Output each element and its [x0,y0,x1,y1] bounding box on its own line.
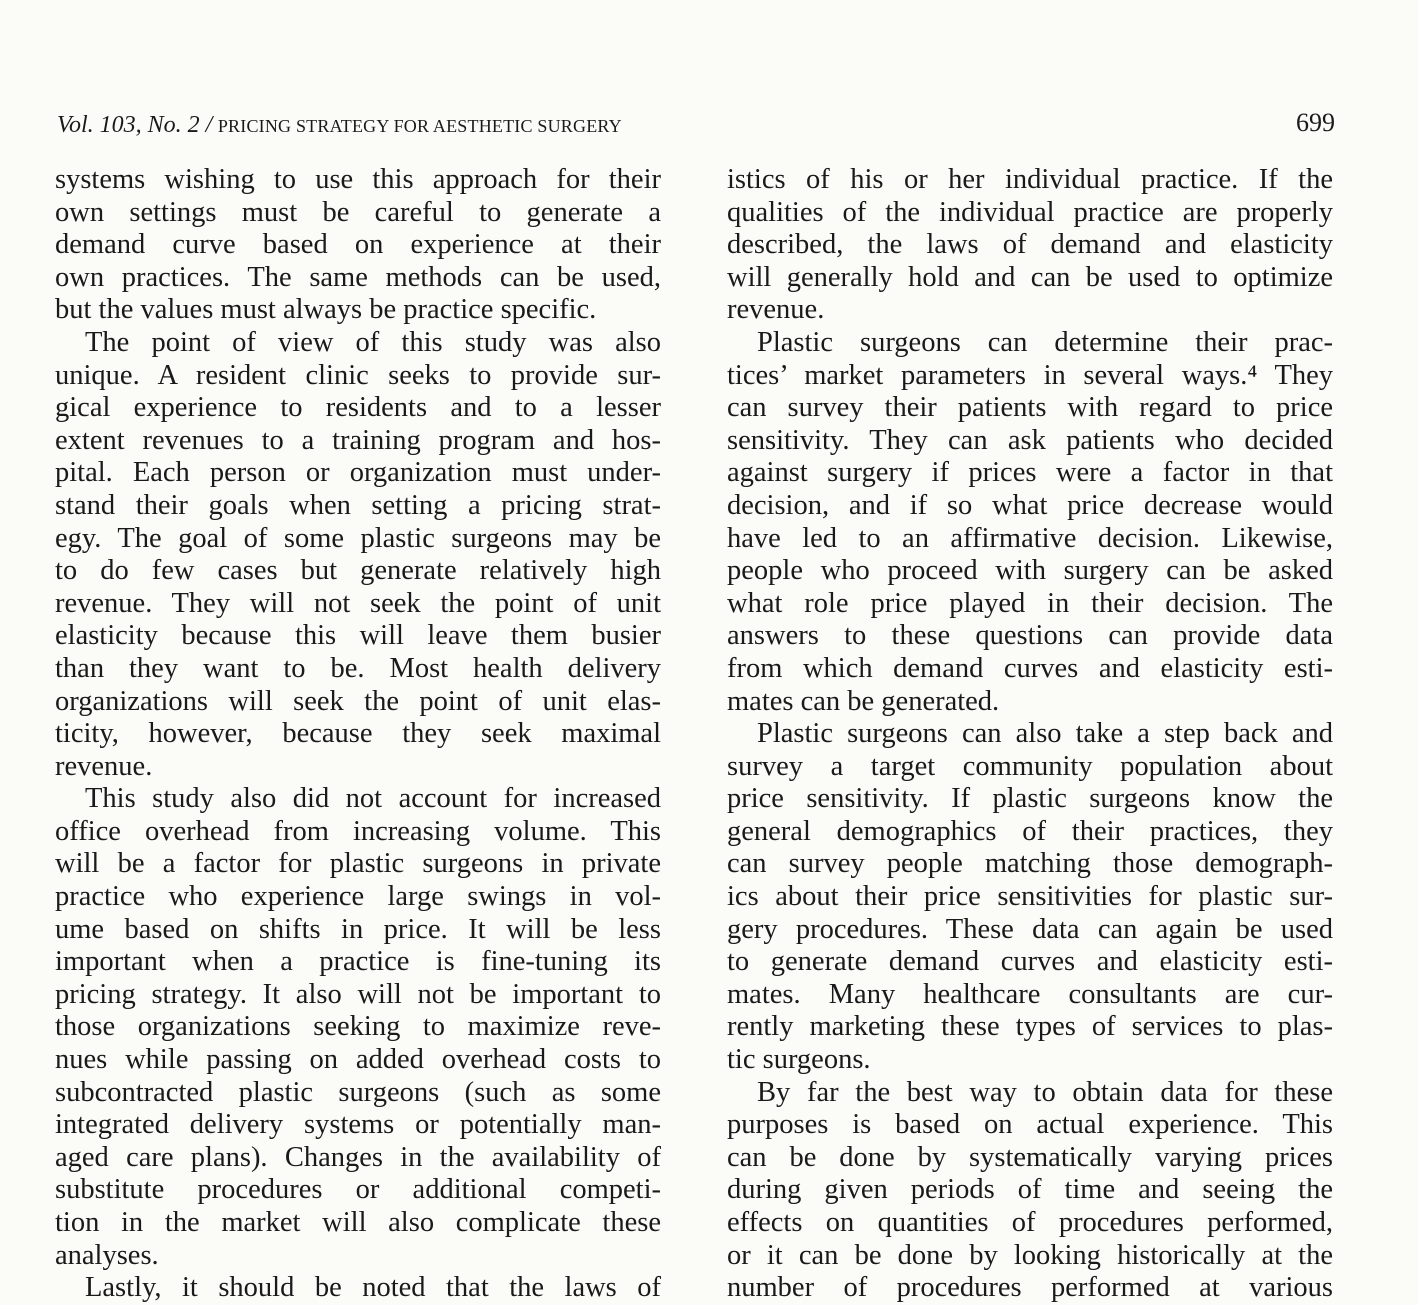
text-line: systems wishing to use this approach for their [55,164,661,195]
running-head-left [57,112,622,139]
text-line: nues while passing on added overhead costs to [55,1044,661,1076]
text-line: unique. A resident clinic seeks to provide sur- [55,359,661,391]
text-line: or it can be done by looking historically at the [727,1239,1333,1271]
text-line: against surgery if prices were a factor in that [727,457,1333,489]
paragraph [727,718,1333,1077]
text-line: important when a practice is fine-tuning its [55,946,661,978]
running-head [57,108,1335,144]
text-line: effects on quantities of procedures performed, [727,1207,1333,1238]
text-line: from which demand curves and elasticity esti- [727,652,1333,684]
text-line: mates can be generated. [727,685,1000,717]
text-line: extent revenues to a training program and hos- [55,424,661,456]
text-line: sensitivity. They can ask patients who decided [727,424,1333,456]
text-line: Plastic surgeons can also take a step back and [757,718,1333,750]
text-line: tic surgeons. [727,1044,871,1076]
text-line: revenue. They will not seek the point of unit [55,587,661,619]
text-line: people who proceed with surgery can be asked [727,555,1333,587]
text-line: survey a target community population about [727,750,1333,782]
text-line: pricing strategy. It also will not be important to [55,978,661,1010]
text-line: price sensitivity. If plastic surgeons know the [727,783,1333,815]
text-line: gery procedures. These data can again be used [727,913,1333,945]
paragraph [727,164,1333,327]
text-line: own settings must be careful to generate a [55,196,661,228]
text-line: to do few cases but generate relatively high [55,555,661,587]
text-line: what role price played in their decision. The [727,587,1333,619]
text-line: can be done by systematically varying prices [727,1141,1333,1173]
running-title: PRICING STRATEGY FOR AESTHETIC SURGERY [217,116,622,136]
text-line: qualities of the individual practice are properly [727,196,1333,228]
text-line: practice who experience large swings in vol- [55,881,661,913]
text-line: Plastic surgeons can determine their prac- [757,326,1333,358]
text-line: organizations will seek the point of unit elas- [55,685,661,717]
journal-volume: Vol. 103, No. 2 / [57,112,213,138]
text-line: rently marketing these types of services to plas- [727,1011,1333,1043]
text-line: substitute procedures or additional competi- [55,1174,661,1206]
text-line: analyses. [55,1239,159,1271]
text-line: ics about their price sensitivities for plastic sur- [727,881,1333,913]
text-line: own practices. The same methods can be used, [55,261,661,293]
text-line: integrated delivery systems or potentially man- [55,1109,661,1141]
text-line: This study also did not account for increased [85,783,661,815]
text-line: have led to an affirmative decision. Likewise, [727,522,1333,554]
paragraph [727,1077,1333,1305]
text-line: answers to these questions can provide data [727,620,1333,652]
text-line: purposes is based on actual experience. This [727,1109,1333,1141]
text-line: general demographics of their practices, they [727,815,1333,847]
text-line: The point of view of this study was also [85,326,661,358]
paragraph [727,327,1333,718]
text-line: istics of his or her individual practice. If the [727,164,1333,195]
right-column [727,164,1333,1305]
text-line: will generally hold and can be used to optimize [727,261,1333,293]
text-line: revenue. [55,750,153,782]
text-line: described, the laws of demand and elasticity [727,229,1333,261]
text-line: subcontracted plastic surgeons (such as some [55,1076,661,1108]
text-line: tices’ market parameters in several ways.⁴ They [727,359,1333,391]
paragraph [55,1272,661,1305]
text-line: than they want to be. Most health delivery [55,652,661,684]
paragraph [55,327,661,783]
paragraph [55,164,661,327]
text-line: those organizations seeking to maximize reve- [55,1011,661,1043]
text-line: can survey people matching those demograph- [727,848,1333,880]
text-line: during given periods of time and seeing the [727,1174,1333,1206]
text-line: but the values must always be practice specific. [55,294,597,326]
text-line: revenue. [727,294,825,326]
text-line: aged care plans). Changes in the availability of [55,1141,661,1173]
text-line: demand curve based on experience at their [55,229,661,261]
text-line: can survey their patients with regard to price [727,392,1333,424]
text-line: will be a factor for plastic surgeons in private [55,848,661,880]
text-line: to generate demand curves and elasticity esti- [727,946,1333,978]
text-line: stand their goals when setting a pricing strat- [55,489,661,521]
text-line: number of procedures performed at various [727,1272,1333,1304]
text-line: pital. Each person or organization must under- [55,457,661,489]
text-line: office overhead from increasing volume. This [55,815,661,847]
text-line: By far the best way to obtain data for these [757,1076,1333,1108]
text-line: gical experience to residents and to a lesser [55,392,661,424]
paragraph [55,783,661,1272]
text-line: ticity, however, because they seek maximal [55,718,661,750]
text-line: tion in the market will also complicate these [55,1207,661,1238]
text-line: ume based on shifts in price. It will be less [55,913,661,945]
text-line: decision, and if so what price decrease would [727,489,1333,521]
text-line: Lastly, it should be noted that the laws of [85,1272,661,1304]
page-number: 699 [1296,108,1335,137]
text-line: mates. Many healthcare consultants are cur- [727,978,1333,1010]
text-line: egy. The goal of some plastic surgeons may be [55,522,661,554]
text-line: elasticity because this will leave them busier [55,620,661,652]
left-column [55,164,661,1305]
